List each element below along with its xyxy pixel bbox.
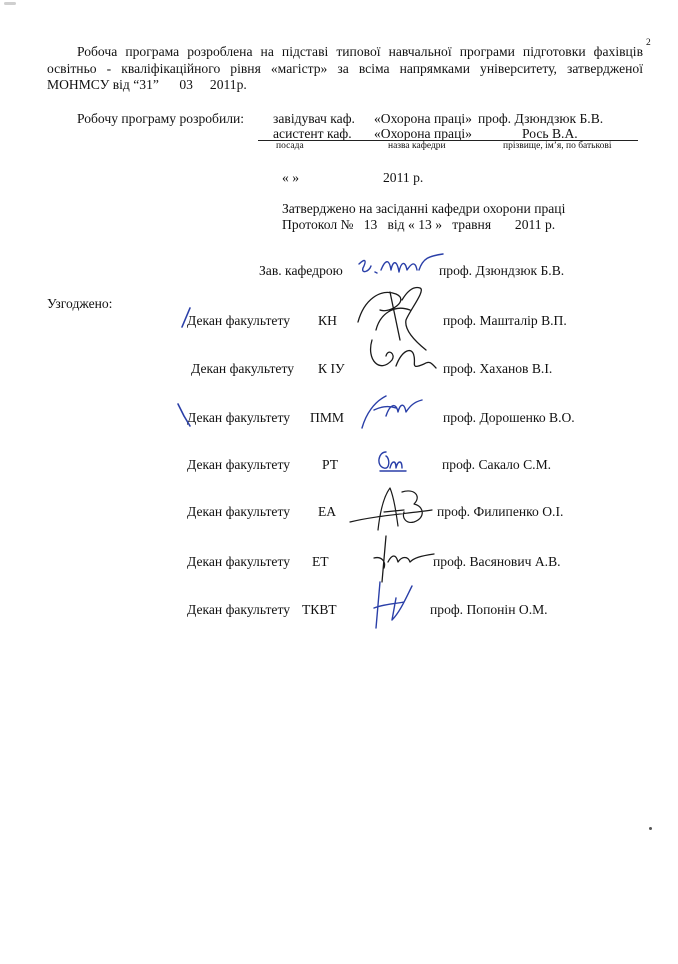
dean-6-faculty: ЕТ — [312, 554, 329, 569]
dean-3-tick-mark — [176, 400, 192, 428]
dean-1-name: проф. Машталір В.П. — [443, 313, 567, 328]
protocol-line — [282, 217, 555, 233]
dean-5-name: проф. Филипенко О.І. — [437, 504, 564, 519]
developers-label: Робочу програму розробили: — [77, 111, 245, 126]
dean-3-faculty: ПММ — [310, 410, 344, 425]
dean-4-signature — [374, 446, 408, 474]
developer-1-person: проф. Дзюндзюк Б.В. — [478, 111, 604, 126]
dean-6-signature — [368, 532, 438, 584]
intro-date-year: 2011р. — [209, 77, 247, 92]
dean-3-label: Декан факультету — [187, 410, 291, 425]
dean-7-signature — [370, 578, 416, 632]
dean-3-name: проф. Дорошенко В.О. — [443, 410, 575, 425]
agreed-label: Узгоджено: — [47, 296, 113, 311]
intro-paragraph — [47, 44, 643, 94]
developer-2-department: «Охорона праці» — [374, 126, 472, 141]
head-name: проф. Дзюндзюк Б.В. — [439, 263, 565, 278]
developer-2-person: Рось В.А. — [522, 126, 578, 141]
approval-line: Затверджено на засіданні кафедри охорони праці — [282, 201, 566, 216]
dean-3-signature — [356, 388, 424, 430]
dean-6-name: проф. Васянович А.В. — [433, 554, 561, 569]
dean-2-signature — [366, 330, 438, 376]
dean-5-signature — [344, 482, 436, 534]
intro-text: Робоча програма розроблена на підставі типової навчальної програми підготовки фахівців освітньо - кваліфікаційного рівня «магістр» за всіма напрямками університету, затвердженої МОНМСУ від — [47, 44, 643, 92]
developer-1-department: «Охорона праці» — [374, 111, 472, 126]
caption-position: посада — [276, 141, 304, 151]
developer-1-position: завідувач каф. — [273, 111, 355, 126]
dean-1-label: Декан факультету — [187, 313, 291, 328]
protocol-month: травня — [452, 217, 492, 232]
dean-2-name: проф. Хаханов В.І. — [443, 361, 553, 376]
scan-speck — [649, 827, 652, 830]
protocol-day: 13 — [418, 217, 432, 232]
date-quotes: « » — [282, 170, 299, 185]
protocol-label: Протокол № — [282, 217, 354, 232]
head-signature — [355, 250, 447, 282]
dean-4-name: проф. Сакало С.М. — [442, 457, 552, 472]
developer-2-position: асистент каф. — [273, 126, 352, 141]
dean-7-name: проф. Попонін О.М. — [430, 602, 548, 617]
protocol-from-label: від « — [387, 217, 415, 232]
caption-person: прізвище, ім’я, по батькові — [503, 141, 612, 151]
protocol-number: 13 — [363, 217, 378, 232]
dean-1-faculty: КН — [318, 313, 337, 328]
dean-4-label: Декан факультету — [187, 457, 291, 472]
scan-edge-mark — [4, 2, 16, 5]
dean-7-faculty: ТКВТ — [302, 602, 337, 617]
dean-6-label: Декан факультету — [187, 554, 291, 569]
dean-4-faculty: РТ — [322, 457, 339, 472]
dean-1-tick-mark — [180, 305, 192, 329]
dean-7-label: Декан факультету — [187, 602, 291, 617]
protocol-year: 2011 р. — [514, 217, 556, 232]
date-year: 2011 р. — [383, 170, 424, 185]
intro-date-month: 03 — [179, 77, 193, 92]
intro-date-day: “31” — [133, 77, 159, 92]
dean-5-label: Декан факультету — [187, 504, 291, 519]
protocol-close-quote: » — [435, 217, 442, 232]
caption-department: назва кафедри — [388, 141, 446, 151]
page-number: 2 — [646, 38, 651, 48]
dean-5-faculty: ЕА — [318, 504, 337, 519]
dean-2-faculty: К ІУ — [318, 361, 345, 376]
head-label: Зав. кафедрою — [259, 263, 343, 278]
dean-2-label: Декан факультету — [191, 361, 295, 376]
